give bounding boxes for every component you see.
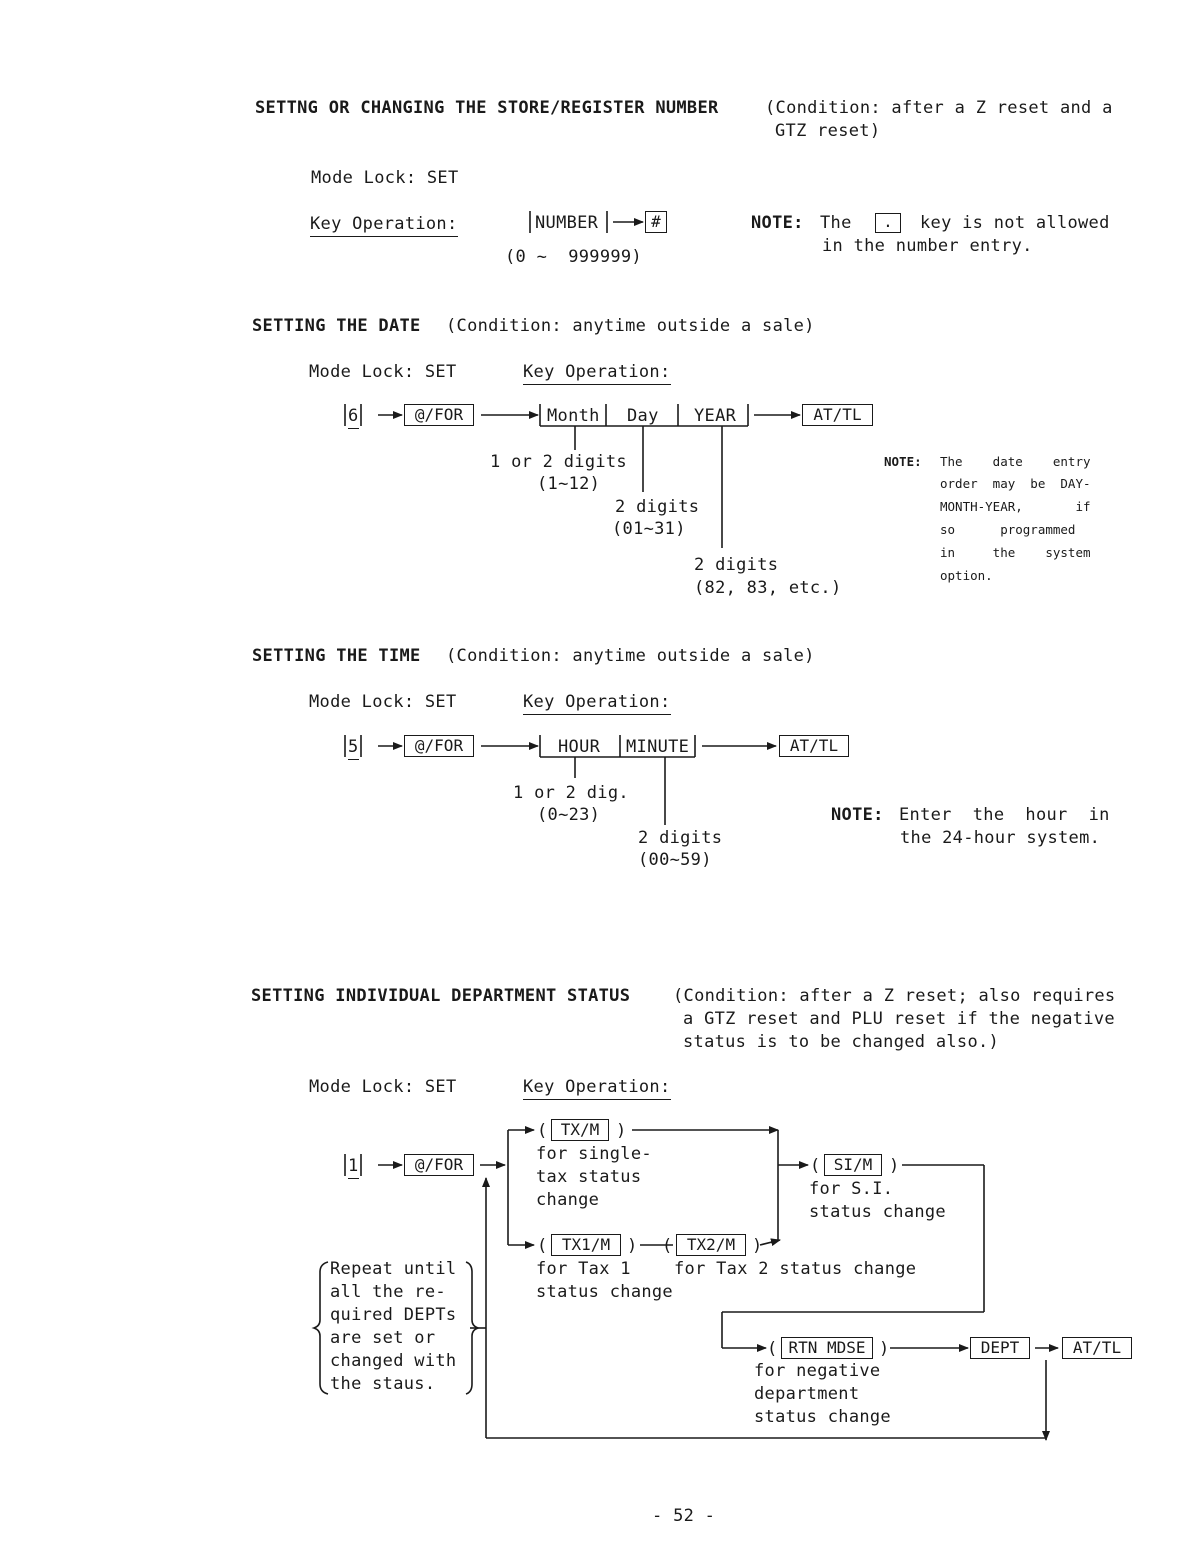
sim-desc: for S.I. — [809, 1179, 894, 1199]
day-range: (01~31) — [612, 519, 686, 539]
for-key: @/FOR — [404, 735, 474, 757]
at-tl-key: AT/TL — [1062, 1337, 1132, 1359]
rtn-desc: department — [754, 1384, 860, 1404]
repeat-note-line: Repeat until — [330, 1259, 457, 1279]
note-line: option. — [940, 568, 993, 583]
section-title-department-status: SETTING INDIVIDUAL DEPARTMENT STATUS — [251, 986, 631, 1006]
section-title-time: SETTING THE TIME — [252, 646, 421, 666]
at-tl-key: AT/TL — [779, 735, 849, 757]
day-desc: 2 digits — [615, 497, 700, 517]
dept-key: DEPT — [970, 1337, 1030, 1359]
key-operation-label: Key Operation: — [523, 361, 671, 385]
txm-desc: tax status — [536, 1167, 642, 1187]
month-desc: 1 or 2 digits — [490, 452, 627, 472]
key-operation-label: Key Operation: — [310, 213, 458, 237]
repeat-note-line: all the re- — [330, 1282, 446, 1302]
note-line: MONTH-YEAR, if — [940, 499, 1091, 514]
code-digit: 1 — [348, 1155, 359, 1179]
minute-range: (00~59) — [638, 850, 712, 870]
key-operation-label: Key Operation: — [523, 1076, 671, 1100]
repeat-note-line: the staus. — [330, 1374, 436, 1394]
note-line: in the system — [940, 545, 1091, 560]
txm-desc: change — [536, 1190, 600, 1210]
mode-lock-label: Mode Lock: SET — [309, 692, 457, 712]
section-title-store-register: SETTNG OR CHANGING THE STORE/REGISTER NUMBER — [255, 98, 719, 118]
sim-desc: status change — [809, 1202, 946, 1222]
condition-text: (Condition: after a Z reset; also requires — [673, 986, 1116, 1006]
condition-text: (Condition: after a Z reset and a — [765, 98, 1113, 118]
note-line: so programmed — [940, 522, 1076, 537]
month-field: Month — [547, 406, 600, 426]
condition-text-line2: a GTZ reset and PLU reset if the negative — [683, 1009, 1115, 1029]
key-operation-label: Key Operation: — [523, 691, 671, 715]
si-m-key: SI/M — [824, 1154, 882, 1176]
repeat-note-line: changed with — [330, 1351, 457, 1371]
note-text: The — [820, 213, 852, 233]
at-tl-key: AT/TL — [802, 404, 873, 426]
note-text-line2: the 24-hour system. — [900, 828, 1101, 848]
note-label: NOTE: — [751, 213, 804, 233]
note-text: Enter the hour in — [899, 805, 1110, 825]
tx-m-key: TX/M — [551, 1119, 609, 1141]
rtn-desc: status change — [754, 1407, 891, 1427]
note-text-line2: in the number entry. — [822, 236, 1033, 256]
tx1-desc: status change — [536, 1282, 673, 1302]
section-title-date: SETTING THE DATE — [252, 316, 421, 336]
mode-lock-label: Mode Lock: SET — [309, 1077, 457, 1097]
condition-text-cont: GTZ reset) — [775, 121, 881, 141]
page-number: - 52 - — [652, 1506, 716, 1526]
minute-desc: 2 digits — [638, 828, 723, 848]
code-digit: 5 — [348, 736, 359, 760]
repeat-note-line: quired DEPTs — [330, 1305, 457, 1325]
year-range: (82, 83, etc.) — [694, 578, 842, 598]
tx1-desc: for Tax 1 — [536, 1259, 631, 1279]
rtn-mdse-key: RTN MDSE — [781, 1337, 873, 1359]
note-text-cont: key is not allowed — [920, 213, 1110, 233]
condition-text-line3: status is to be changed also.) — [683, 1032, 1000, 1052]
for-key: @/FOR — [404, 404, 474, 426]
hour-desc: 1 or 2 dig. — [513, 783, 629, 803]
note-line: order may be DAY- — [940, 476, 1091, 491]
year-field: YEAR — [694, 406, 737, 426]
mode-lock-label: Mode Lock: SET — [311, 168, 459, 188]
month-range: (1~12) — [537, 474, 601, 494]
number-entry-field: NUMBER — [535, 213, 599, 233]
number-range: (0 ~ 999999) — [505, 247, 642, 267]
repeat-note-line: are set or — [330, 1328, 436, 1348]
hash-key: # — [645, 211, 667, 233]
note-label: NOTE: — [884, 454, 922, 469]
tx1-m-key: TX1/M — [551, 1234, 621, 1256]
note-line: The date entry — [940, 454, 1091, 469]
decimal-point-key: . — [875, 213, 901, 233]
rtn-desc: for negative — [754, 1361, 881, 1381]
code-digit: 6 — [348, 405, 359, 429]
mode-lock-label: Mode Lock: SET — [309, 362, 457, 382]
day-field: Day — [627, 406, 659, 426]
note-label: NOTE: — [831, 805, 884, 825]
for-key: @/FOR — [404, 1154, 474, 1176]
year-desc: 2 digits — [694, 555, 779, 575]
minute-field: MINUTE — [626, 737, 690, 757]
tx2-desc: for Tax 2 status change — [674, 1259, 917, 1279]
hour-range: (0~23) — [537, 805, 601, 825]
txm-desc: for single- — [536, 1144, 652, 1164]
tx2-m-key: TX2/M — [676, 1234, 746, 1256]
condition-text: (Condition: anytime outside a sale) — [446, 316, 815, 336]
condition-text: (Condition: anytime outside a sale) — [446, 646, 815, 666]
hour-field: HOUR — [558, 737, 601, 757]
